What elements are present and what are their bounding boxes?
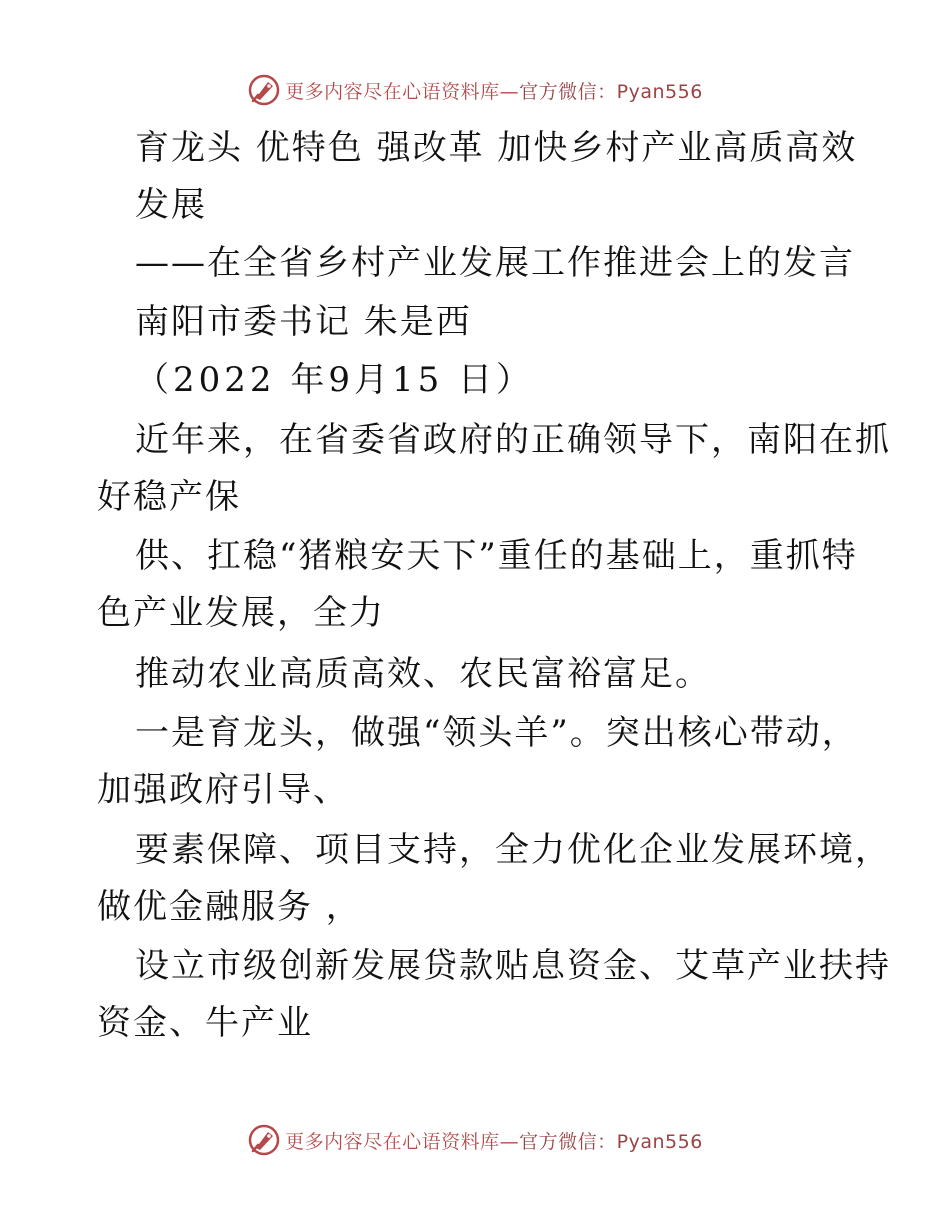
pen-nib-logo-icon <box>247 1123 281 1157</box>
body-line: 一是育龙头，做强“领头羊”。突出核心带动， <box>135 713 858 753</box>
body-line: 供、扛稳“猪粮安天下”重任的基础上，重抓特 <box>135 536 858 576</box>
body-line: 做优金融服务 ， <box>97 887 362 927</box>
body-line: 好稳产保 <box>97 477 241 517</box>
document-date: （2022 年9月15 日） <box>135 360 535 400</box>
body-line: 色产业发展，全力 <box>97 593 385 633</box>
body-line: 要素保障、项目支持，全力优化企业发展环境， <box>135 830 891 870</box>
body-line: 推动农业高质高效、农民富裕富足。 <box>135 654 711 694</box>
body-line: 资金、牛产业 <box>97 1003 313 1043</box>
footer-banner-text: 更多内容尽在心语资料库—官方微信：Pyan556 <box>285 1130 703 1153</box>
document-title-line-2: 发展 <box>135 185 207 225</box>
document-subtitle: ——在全省乡村产业发展工作推进会上的发言 <box>135 243 855 283</box>
pen-nib-logo-icon <box>247 73 281 107</box>
header-banner <box>0 70 950 110</box>
body-line: 加强政府引导、 <box>97 770 349 810</box>
body-line: 设立市级创新发展贷款贴息资金、艾草产业扶持 <box>135 946 891 986</box>
body-line: 近年来，在省委省政府的正确领导下，南阳在抓 <box>135 420 891 460</box>
document-title-line-1: 育龙头 优特色 强改革 加快乡村产业高质高效 <box>135 128 858 168</box>
footer-banner <box>0 1120 950 1160</box>
header-banner-text: 更多内容尽在心语资料库—官方微信：Pyan556 <box>285 80 703 103</box>
document-author: 南阳市委书记 朱是西 <box>135 302 472 342</box>
